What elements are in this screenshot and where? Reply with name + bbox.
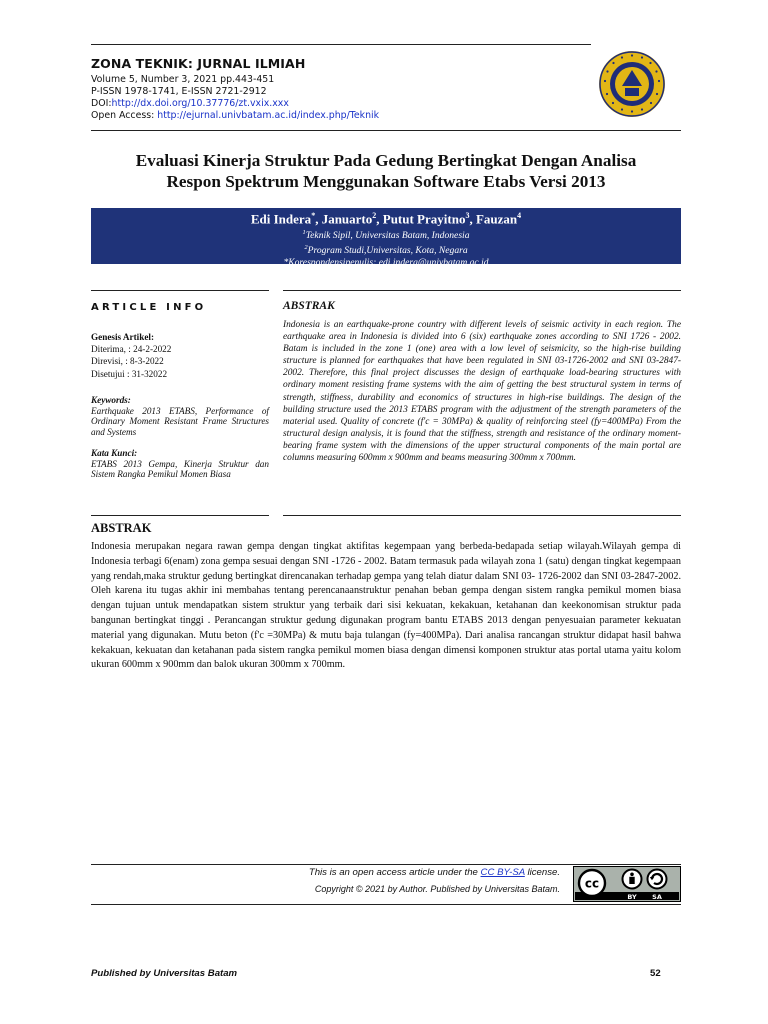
- cc-badge-text: cc: [584, 876, 600, 891]
- affiliation-text: Teknik Sipil, Universitas Batam, Indonesia: [305, 230, 470, 242]
- affiliation-sup: 2: [304, 244, 308, 252]
- author-sup: 2: [372, 211, 377, 220]
- abstract-id-text: Indonesia merupakan negara rawan gempa dengan tingkat aktifitas kegempaan yang berbeda-bedapada setiap wilayah.Wilayah gempa di Indonesia terbagi 6(enam) zona gempa sesuai dengan SNI -1726 - 2002. Batam termasuk pada wilayah zona 1 (satu) dengan tingkat kegempaan yang rendah,maka struktur gedung bertingkat direncanakan terhadap gempa yang telah diatur dalam SNI 03- 1726-2002 dan SNI 03-2847-2002. Oleh karena itu tugas akhir ini membahas tentang perencanaanstruktur penahan beban gempa dengan sistem rangka pemikul momen biasa dengan tujuan untuk mendapatkan sistem struktur yang terbaik dari sisi kekuatan, kekakuan, ketahanan dan keekonomisan struktur pada bangunan bertingkat tinggi . Perancangan struktur gedung digunakan program bantu ETABS 2013 dengan penyesuaian parameter kekuatan material yang digunakan. Mutu beton (f'c =30MPa) & mutu baja tulangan (fy=400MPa). Dari analisa rancangan struktur didapat hasil bahwa kekakuan, kekuatan dan ketahanan pada sistem rangka pemikul momen biasa dengan dimensi komponen struktur atas portal utama yaitu kolom ukuran 600mm x 900mm dan balok ukuran 300mm x 700mm.: [91, 541, 681, 671]
- affiliation-2: [91, 242, 681, 257]
- journal-doi: [91, 98, 289, 110]
- author-name: Edi Indera: [250, 211, 312, 227]
- info-rule-top: [91, 290, 269, 291]
- keywords-heading: Keywords:: [91, 395, 131, 405]
- article-info-heading: ARTICLE INFO: [91, 302, 207, 313]
- date-received: Diterima, : 24-2-2022: [91, 343, 172, 354]
- abstract-rule-bottom: [283, 515, 681, 516]
- genesis-heading: Genesis Artikel:: [91, 332, 155, 342]
- publisher-footer: Published by Universitas Batam: [91, 968, 238, 979]
- cc-by-sa-icon[interactable]: [573, 866, 681, 902]
- author-sup: *: [311, 211, 316, 220]
- author-box: [91, 208, 681, 268]
- author-separator: ,: [469, 211, 476, 227]
- kata-kunci-block: [91, 448, 269, 480]
- abstract-en-text: Indonesia is an earthquake-prone country with different levels of seismic activity in each region. The earthquake area in Indonesia is divided into 6 (six) earthquake zones according to SNI 1726 - 2002. Batam is included in the zone 1 (one) area with a low level of seismicity, so the high-rise building structure is planned for earthquakes that have been regulated in SNI 03-1726-2002 and SNI 03-2847-2002. Therefore, this final project discusses the design of earthquake load-bearing structures with ordinary moment resisting frame systems with the aim of getting the best structural system in terms of strength, stiffness, durability and economics of structures in high-rise buildings. The design of the building structure used the 2013 ETABS program with the adjustment of the strength parameters of the material used. Quality of concrete (f'c = 30MPa) & quality of reinforcing steel (fy=400MPa) From the structural design analysis, it is found that the stiffness, strength and resistance of the ordinary moment-bearing frame system with the dimensions of the upper structural components of the main portal are columns measuring 600mm x 900mm and beams measuring 300mm x 700mm.: [283, 320, 681, 464]
- author-sup: 3: [465, 211, 470, 220]
- affiliation-sup: 1: [302, 229, 306, 237]
- date-revised: Direvisi, : 8-3-2022: [91, 356, 164, 367]
- doi-link[interactable]: http://dx.doi.org/10.37776/zt.vxix.xxx: [111, 98, 289, 109]
- author-list: [91, 211, 681, 227]
- affiliation-1: [91, 227, 681, 242]
- author-separator: ,: [376, 211, 383, 227]
- access-label: Open Access:: [91, 110, 158, 121]
- abstract-id-heading: ABSTRAK: [91, 521, 152, 535]
- paper-title-line-1: Evaluasi Kinerja Struktur Pada Gedung Bertingkat Dengan Analisa: [135, 151, 637, 170]
- license-rule-top: [91, 864, 681, 865]
- copyright-text: Copyright © 2021 by Author. Published by Universitas Batam.: [314, 884, 560, 894]
- license-statement: [0, 867, 560, 878]
- by-badge-text: BY: [627, 893, 637, 901]
- info-rule-bottom: [91, 515, 269, 516]
- abstract-rule-top: [283, 290, 681, 291]
- keywords-text: Earthquake 2013 ETABS, Performance of Ordinary Moment Resistant Frame Structures and Systems: [91, 405, 269, 437]
- paper-title: [91, 150, 681, 192]
- abstract-en-heading: ABSTRAK: [283, 300, 335, 312]
- header-rule: [91, 130, 681, 131]
- journal-title: ZONA TEKNIK: JURNAL ILMIAH: [91, 56, 306, 71]
- date-accepted: Disetujui : 31-32022: [91, 368, 168, 379]
- author-separator: ,: [315, 211, 322, 227]
- sa-badge-text: SA: [652, 893, 662, 901]
- journal-access: [91, 110, 379, 122]
- journal-issn: P-ISSN 1978-1741, E-ISSN 2721-2912: [91, 86, 267, 97]
- author-name: Fauzan: [475, 211, 518, 227]
- keywords-block: [91, 395, 269, 437]
- page-number: 52: [650, 968, 661, 979]
- license-suffix: license.: [524, 867, 560, 878]
- author-name: Januarto: [321, 211, 373, 227]
- author-sup: 4: [517, 211, 522, 220]
- university-seal-icon: [598, 50, 666, 118]
- paper-title-line-2: Respon Spektrum Menggunakan Software Etabs Versi 2013: [166, 172, 606, 191]
- license-prefix: This is an open access article under the: [308, 867, 481, 878]
- doi-label: DOI:: [91, 98, 112, 109]
- license-rule-bottom: [91, 904, 681, 905]
- correspondence: *Korespondensipenulis: edi.indera@univbatam.ac.id: [283, 256, 489, 268]
- genesis-block: [91, 332, 269, 379]
- affiliation-text: Program Studi,Universitas, Kota, Negara: [307, 245, 468, 257]
- kata-kunci-heading: Kata Kunci:: [91, 448, 138, 458]
- kata-kunci-text: ETABS 2013 Gempa, Kinerja Struktur dan Sistem Rangka Pemikul Momen Biasa: [91, 458, 269, 480]
- journal-volume: Volume 5, Number 3, 2021 pp.443-451: [91, 74, 275, 85]
- access-link[interactable]: http://ejurnal.univbatam.ac.id/index.php/Teknik: [157, 110, 380, 121]
- top-rule: [91, 44, 591, 45]
- license-link[interactable]: CC BY-SA: [480, 867, 525, 878]
- author-name: Putut Prayitno: [382, 211, 466, 227]
